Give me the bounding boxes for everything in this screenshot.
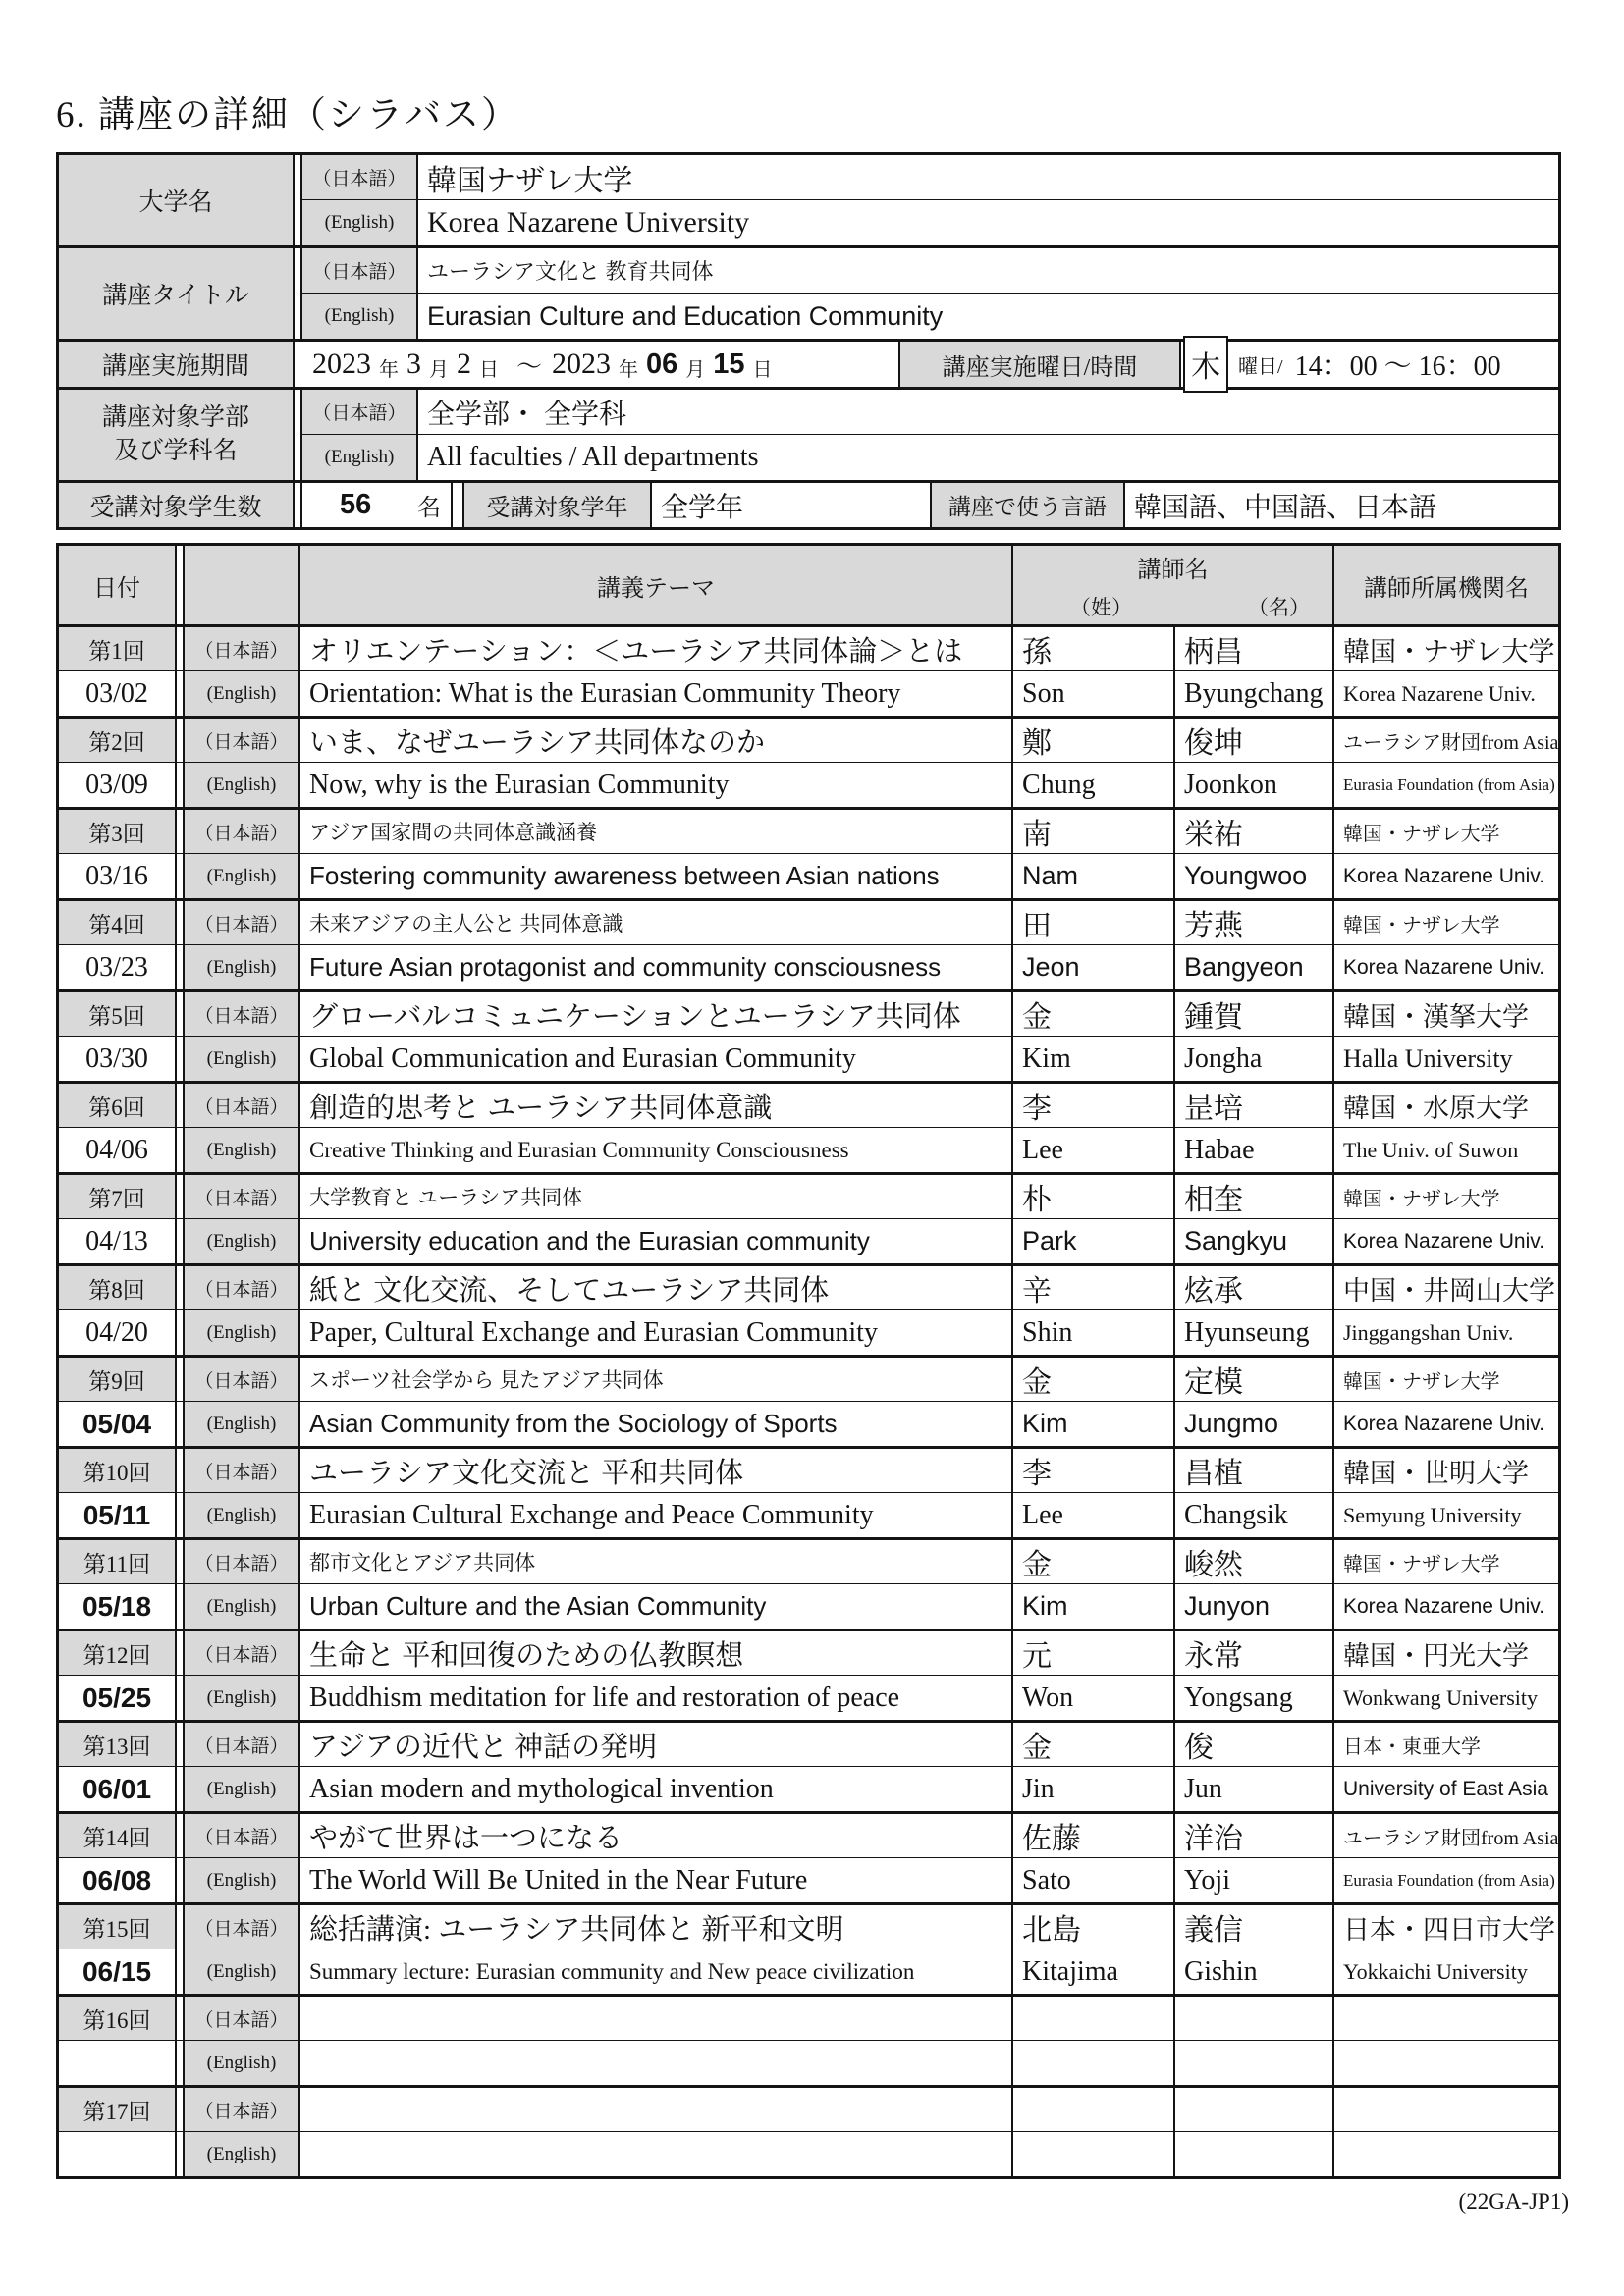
en-tag: (English) [183, 1676, 300, 1720]
lecturer-given-jp: 相奎 [1175, 1175, 1334, 1219]
lecture-theme-en: Eurasian Cultural Exchange and Peace Community [300, 1493, 1013, 1537]
schedule-entry [59, 1631, 1558, 1723]
en-tag: (English) [183, 2132, 300, 2176]
lecturer-given-en: Jungmo [1175, 1402, 1334, 1446]
lecturer-given-en: Jongha [1175, 1037, 1334, 1081]
jp-tag: （日本語） [183, 1449, 300, 1493]
lecture-theme-jp: スポーツ社会学から 見たアジア共同体 [300, 1358, 1013, 1402]
schedule-entry [59, 810, 1558, 901]
lecture-number: 第17回 [59, 2088, 177, 2132]
lecturer-org-jp [1334, 2088, 1558, 2132]
weekday-time-value [1181, 342, 1558, 387]
lecture-theme-en: Asian modern and mythological invention [300, 1767, 1013, 1811]
lecturer-surname-en: Chung [1013, 763, 1175, 807]
en-tag: (English) [183, 763, 300, 807]
lecturer-org-jp: 日本・四日市大学 [1334, 1905, 1558, 1949]
lecturer-surname-jp: 鄭 [1013, 719, 1175, 763]
lecturer-surname-en: Kitajima [1013, 1949, 1175, 1994]
jp-tag: （日本語） [183, 627, 300, 671]
lecture-theme-en: Orientation: What is the Eurasian Community Theory [300, 671, 1013, 716]
university-name-en: Korea Nazarene University [427, 206, 750, 239]
start-month: 3 [406, 347, 421, 380]
course-info-table [56, 152, 1561, 530]
lecturer-org-jp: 韓国・ナザレ大学 [1334, 901, 1558, 945]
lecture-number: 第10回 [59, 1449, 177, 1493]
lecture-number: 第6回 [59, 1084, 177, 1128]
end-month: 06 [646, 347, 678, 380]
lecture-number: 第9回 [59, 1358, 177, 1402]
students-count: 56 [340, 489, 372, 520]
end-year: 2023 [552, 347, 612, 380]
schedule-entry [59, 1814, 1558, 1905]
en-tag: (English) [183, 1402, 300, 1446]
time-range: 14：00 ～ 16：00 [1294, 351, 1501, 382]
lecturer-org-en: Jinggangshan Univ. [1343, 1319, 1514, 1345]
course-title-en: Eurasian Culture and Education Community [427, 300, 944, 331]
lecturer-given-en: Jun [1175, 1767, 1334, 1811]
lecturer-surname-jp: 金 [1013, 1358, 1175, 1402]
lecturer-surname-jp: 南 [1013, 810, 1175, 854]
university-label: 大学名 [59, 155, 295, 245]
lecturer-surname-en: Kim [1013, 1402, 1175, 1446]
lecturer-given-en: Sangkyu [1175, 1219, 1334, 1263]
header-org: 講師所属機関名 [1334, 546, 1558, 624]
period-dates [300, 342, 900, 387]
en-tag: (English) [183, 945, 300, 989]
lecturer-surname-jp: 元 [1013, 1631, 1175, 1676]
lecturer-org-en [1334, 2041, 1558, 2085]
header-date: 日付 [59, 546, 177, 624]
jp-tag: （日本語） [183, 1905, 300, 1949]
students-row [59, 480, 1558, 527]
weekday-suffix: 曜日/ [1238, 355, 1283, 378]
en-tag: (English) [183, 1310, 300, 1355]
lecture-theme-jp: 大学教育と ユーラシア共同体 [300, 1175, 1013, 1219]
jp-tag: （日本語） [183, 719, 300, 763]
lecturer-surname-jp: 北島 [1013, 1905, 1175, 1949]
lecturer-org-en: Wonkwang University [1343, 1684, 1539, 1710]
lecturer-surname-en: Kim [1013, 1584, 1175, 1629]
lecturer-org-en: Korea Nazarene Univ. [1343, 1412, 1545, 1435]
en-tag: (English) [183, 1858, 300, 1902]
lecturer-given-jp [1175, 1997, 1334, 2041]
faculty-jp: 全学部・ 全学科 [418, 390, 1558, 435]
header-lecturer [1013, 546, 1334, 624]
schedule-entry [59, 719, 1558, 810]
lecture-date: 05/25 [59, 1676, 177, 1720]
lecture-date: 03/16 [59, 854, 177, 898]
lecture-theme-en: Future Asian protagonist and community consciousness [300, 945, 1013, 989]
lecturer-org-jp: 韓国・円光大学 [1334, 1631, 1558, 1676]
lecturer-org-jp: 日本・東亜大学 [1334, 1723, 1558, 1767]
en-tag: (English) [183, 1493, 300, 1537]
gutter [453, 483, 462, 527]
lecturer-given-en: Byungchang [1175, 671, 1334, 716]
jp-tag: （日本語） [183, 1084, 300, 1128]
lecturer-given-en: Joonkon [1175, 763, 1334, 807]
lecturer-given-jp [1175, 2088, 1334, 2132]
schedule-entry [59, 1905, 1558, 1997]
start-year: 2023 [312, 347, 371, 380]
lecturer-surname-jp: 佐藤 [1013, 1814, 1175, 1858]
lecture-date: 04/20 [59, 1310, 177, 1355]
lecture-theme-jp: やがて世界は一つになる [300, 1814, 1013, 1858]
header-lang [183, 546, 300, 624]
lecture-number: 第3回 [59, 810, 177, 854]
tilde: ～ [516, 351, 543, 381]
jp-tag: （日本語） [183, 1997, 300, 2041]
lecturer-given-jp: 鍾賀 [1175, 992, 1334, 1037]
lecture-date: 05/04 [59, 1402, 177, 1446]
course-title-label: 講座タイトル [59, 248, 295, 339]
lecturer-surname-en: Lee [1013, 1493, 1175, 1537]
lecture-number: 第2回 [59, 719, 177, 763]
lecturer-org-en: Semyung University [1343, 1502, 1522, 1527]
lecturer-org-jp: 韓国・ナザレ大学 [1334, 1540, 1558, 1584]
schedule-entry [59, 1358, 1558, 1449]
lecture-theme-en: Now, why is the Eurasian Community [300, 763, 1013, 807]
en-tag: (English) [183, 2041, 300, 2085]
lecture-date: 06/01 [59, 1767, 177, 1811]
lecture-number: 第11回 [59, 1540, 177, 1584]
jp-tag: （日本語） [183, 810, 300, 854]
lecture-date: 04/13 [59, 1219, 177, 1263]
lecture-number: 第1回 [59, 627, 177, 671]
period-label: 講座実施期間 [59, 342, 295, 387]
lecturer-surname-jp: 金 [1013, 992, 1175, 1037]
schedule-entry [59, 1449, 1558, 1540]
lecture-number: 第4回 [59, 901, 177, 945]
jp-tag: （日本語） [300, 390, 418, 435]
lecturer-surname-jp: 朴 [1013, 1175, 1175, 1219]
lecturer-given-en: Junyon [1175, 1584, 1334, 1629]
lecture-number: 第14回 [59, 1814, 177, 1858]
lecturer-surname-jp: 辛 [1013, 1266, 1175, 1310]
lecturer-org-jp: 韓国・ナザレ大学 [1334, 810, 1558, 854]
lecturer-given-jp: 峻然 [1175, 1540, 1334, 1584]
lecture-theme-jp: 紙と 文化交流、そしてユーラシア共同体 [300, 1266, 1013, 1310]
lecturer-org-jp: 韓国・水原大学 [1334, 1084, 1558, 1128]
lecturer-given-jp: 栄祐 [1175, 810, 1334, 854]
header-lecturer-name: 講師名 [1137, 557, 1209, 583]
lecture-date: 03/30 [59, 1037, 177, 1081]
en-tag: (English) [183, 1219, 300, 1263]
lecture-date: 06/08 [59, 1858, 177, 1902]
schedule-entry [59, 1540, 1558, 1631]
lecturer-surname-en: Kim [1013, 1037, 1175, 1081]
header-theme: 講義テーマ [300, 546, 1013, 624]
lecturer-given-jp: 柄昌 [1175, 627, 1334, 671]
jp-tag: （日本語） [183, 992, 300, 1037]
lecture-number: 第13回 [59, 1723, 177, 1767]
lecturer-given-jp: 昌植 [1175, 1449, 1334, 1493]
en-tag: (English) [300, 294, 418, 339]
lecture-theme-jp: 都市文化とアジア共同体 [300, 1540, 1013, 1584]
lecture-date: 03/02 [59, 671, 177, 716]
en-tag: (English) [183, 1767, 300, 1811]
lecturer-org-jp: 韓国・ナザレ大学 [1334, 1175, 1558, 1219]
language-label: 講座で使う言語 [932, 483, 1125, 527]
lecture-theme-jp: いま、なぜユーラシア共同体なのか [300, 719, 1013, 763]
lecturer-org-en: Eurasia Foundation (from Asia) [1343, 774, 1555, 794]
lecture-theme-jp: 創造的思考と ユーラシア共同体意識 [300, 1084, 1013, 1128]
faculty-label-line2: 及び学科名 [114, 438, 238, 464]
jp-tag: （日本語） [183, 1266, 300, 1310]
schedule-header [59, 546, 1558, 627]
lecture-date [59, 2132, 177, 2176]
university-row [59, 155, 1558, 245]
students-label: 受講対象学生数 [59, 483, 295, 527]
schedule-entry [59, 1175, 1558, 1266]
en-tag: (English) [300, 435, 418, 480]
en-tag: (English) [300, 200, 418, 245]
lecturer-org-en: Yokkaichi University [1343, 1958, 1528, 1984]
lecture-theme-en: Global Communication and Eurasian Community [300, 1037, 1013, 1081]
lecture-number: 第16回 [59, 1997, 177, 2041]
lecturer-org-en: Korea Nazarene Univ. [1343, 680, 1536, 706]
lecturer-given-en [1175, 2132, 1334, 2176]
lecture-theme-en: Creative Thinking and Eurasian Community Consciousness [300, 1128, 1013, 1172]
lecturer-given-en: Hyunseung [1175, 1310, 1334, 1355]
lecture-theme-jp: 総括講演: ユーラシア共同体と 新平和文明 [300, 1905, 1013, 1949]
schedule-entry [59, 901, 1558, 992]
schedule-table [56, 543, 1561, 2179]
lecturer-given-en: Yoji [1175, 1858, 1334, 1902]
jp-tag: （日本語） [300, 155, 418, 200]
course-title-row [59, 245, 1558, 339]
jp-tag: （日本語） [183, 1631, 300, 1676]
faculty-en: All faculties / All departments [427, 442, 759, 472]
lecture-theme-jp: 生命と 平和回復のための仏教瞑想 [300, 1631, 1013, 1676]
lecturer-given-jp: 炫承 [1175, 1266, 1334, 1310]
page-title: 6. 講座の詳細（シラバス） [56, 95, 519, 135]
lecture-theme-jp: ユーラシア文化交流と 平和共同体 [300, 1449, 1013, 1493]
lecturer-given-jp: 洋治 [1175, 1814, 1334, 1858]
lecturer-surname-en: Son [1013, 671, 1175, 716]
lecture-number: 第15回 [59, 1905, 177, 1949]
start-day: 2 [457, 347, 471, 380]
lecturer-given-en [1175, 2041, 1334, 2085]
lecture-theme-en: Buddhism meditation for life and restoration of peace [300, 1676, 1013, 1720]
lecturer-given-en: Habae [1175, 1128, 1334, 1172]
lecturer-org-jp: 韓国・世明大学 [1334, 1449, 1558, 1493]
month-unit: 月 [429, 358, 449, 381]
en-tag: (English) [183, 854, 300, 898]
lecturer-given-en: Yongsang [1175, 1676, 1334, 1720]
lecturer-surname-en: Sato [1013, 1858, 1175, 1902]
lecture-number: 第8回 [59, 1266, 177, 1310]
lecturer-surname-jp: 金 [1013, 1540, 1175, 1584]
lecturer-org-jp: ユーラシア財団from Asia [1334, 1814, 1558, 1858]
lecture-theme-en: The World Will Be United in the Near Future [300, 1858, 1013, 1902]
lecture-theme-jp: グローバルコミュニケーションとユーラシア共同体 [300, 992, 1013, 1037]
lecture-number: 第7回 [59, 1175, 177, 1219]
lecture-theme-en: Asian Community from the Sociology of Sports [300, 1402, 1013, 1446]
day-unit: 日 [479, 358, 499, 381]
lecture-theme-jp: 未来アジアの主人公と 共同体意識 [300, 901, 1013, 945]
lecturer-given-en: Changsik [1175, 1493, 1334, 1537]
lecture-theme-jp [300, 1997, 1013, 2041]
lecturer-org-en: Korea Nazarene Univ. [1343, 1229, 1545, 1253]
schedule-entry [59, 1084, 1558, 1175]
lecture-date: 04/06 [59, 1128, 177, 1172]
lecturer-given-jp: 俊 [1175, 1723, 1334, 1767]
lecturer-surname-jp: 孫 [1013, 627, 1175, 671]
lecturer-given-jp: 義信 [1175, 1905, 1334, 1949]
lecture-theme-en [300, 2132, 1013, 2176]
schedule-entry [59, 1997, 1558, 2088]
university-name-jp: 韓国ナザレ大学 [418, 155, 1558, 200]
lecturer-given-en: Gishin [1175, 1949, 1334, 1994]
students-unit: 名 [417, 496, 441, 521]
lecturer-org-en: Korea Nazarene Univ. [1343, 955, 1545, 979]
jp-tag: （日本語） [183, 2088, 300, 2132]
jp-tag: （日本語） [183, 1723, 300, 1767]
year-unit: 年 [379, 358, 399, 381]
lecture-date: 05/11 [59, 1493, 177, 1537]
jp-tag: （日本語） [183, 1358, 300, 1402]
lecture-theme-jp [300, 2088, 1013, 2132]
lecturer-surname-en [1013, 2132, 1175, 2176]
lecturer-org-en: Korea Nazarene Univ. [1343, 1594, 1545, 1618]
lecturer-given-jp: 定模 [1175, 1358, 1334, 1402]
lecturer-surname-en: Jin [1013, 1767, 1175, 1811]
students-count-cell [300, 483, 453, 527]
en-tag: (English) [183, 1037, 300, 1081]
lecturer-surname-jp: 李 [1013, 1449, 1175, 1493]
end-day: 15 [713, 347, 745, 380]
lecturer-org-en: The Univ. of Suwon [1343, 1137, 1519, 1162]
faculty-row [59, 387, 1558, 480]
lecture-theme-en: Paper, Cultural Exchange and Eurasian Community [300, 1310, 1013, 1355]
faculty-label-line1: 講座対象学部 [101, 404, 249, 432]
lecture-date: 03/09 [59, 763, 177, 807]
en-tag: (English) [183, 1949, 300, 1994]
lecturer-surname-jp [1013, 1997, 1175, 2041]
schedule-entry [59, 627, 1558, 719]
lecturer-surname-en: Lee [1013, 1128, 1175, 1172]
language-value: 韓国語、中国語、日本語 [1134, 492, 1437, 523]
lecturer-org-jp: 中国・井岡山大学 [1334, 1266, 1558, 1310]
lecture-theme-en [300, 2041, 1013, 2085]
jp-tag: （日本語） [183, 901, 300, 945]
year-unit: 年 [619, 358, 639, 381]
grade-value: 全学年 [652, 483, 932, 527]
lecturer-given-en: Bangyeon [1175, 945, 1334, 989]
lecturer-org-en: Halla University [1343, 1043, 1513, 1073]
lecturer-surname-jp: 田 [1013, 901, 1175, 945]
jp-tag: （日本語） [183, 1175, 300, 1219]
lecturer-surname-jp [1013, 2088, 1175, 2132]
lecturer-given-jp: 昰培 [1175, 1084, 1334, 1128]
lecture-theme-en: Urban Culture and the Asian Community [300, 1584, 1013, 1629]
lecture-theme-en: University education and the Eurasian community [300, 1219, 1013, 1263]
lecturer-org-en [1334, 2132, 1558, 2176]
period-row [59, 339, 1558, 387]
document-code: (22GA-JP1) [1458, 2189, 1569, 2214]
lecturer-org-en: University of East Asia [1343, 1777, 1548, 1800]
lecturer-org-jp: 韓国・ナザレ大学 [1334, 627, 1558, 671]
lecture-theme-jp: アジアの近代と 神話の発明 [300, 1723, 1013, 1767]
schedule-entry [59, 2088, 1558, 2176]
en-tag: (English) [183, 1584, 300, 1629]
jp-tag: （日本語） [300, 248, 418, 294]
schedule-entries [59, 627, 1558, 2176]
lecturer-surname-en: Nam [1013, 854, 1175, 898]
lecturer-given-en: Youngwoo [1175, 854, 1334, 898]
lecturer-given-jp: 永常 [1175, 1631, 1334, 1676]
lecturer-org-jp [1334, 1997, 1558, 2041]
lecture-number: 第5回 [59, 992, 177, 1037]
faculty-label [59, 390, 295, 480]
lecturer-org-jp: 韓国・ナザレ大学 [1334, 1358, 1558, 1402]
jp-tag: （日本語） [183, 1540, 300, 1584]
lecturer-surname-en: Shin [1013, 1310, 1175, 1355]
lecturer-org-jp: ユーラシア財団from Asia [1334, 719, 1558, 763]
weekday-box: 木 [1183, 336, 1228, 393]
lecturer-given-jp: 芳燕 [1175, 901, 1334, 945]
lecture-date: 03/23 [59, 945, 177, 989]
jp-tag: （日本語） [183, 1814, 300, 1858]
lecture-date [59, 2041, 177, 2085]
header-given: （名） [1248, 595, 1310, 619]
lecturer-surname-jp: 金 [1013, 1723, 1175, 1767]
lecturer-surname-en: Won [1013, 1676, 1175, 1720]
schedule-entry [59, 1723, 1558, 1814]
lecture-number: 第12回 [59, 1631, 177, 1676]
lecturer-surname-jp: 李 [1013, 1084, 1175, 1128]
lecturer-org-jp: 韓国・漢拏大学 [1334, 992, 1558, 1037]
lecturer-given-jp: 俊坤 [1175, 719, 1334, 763]
lecturer-org-en: Eurasia Foundation (from Asia) [1343, 1870, 1555, 1890]
lecture-theme-jp: アジア国家間の共同体意識涵養 [300, 810, 1013, 854]
weekday-time-label: 講座実施曜日/時間 [900, 342, 1181, 387]
month-unit: 月 [685, 358, 706, 381]
day-unit: 日 [752, 358, 773, 381]
lecturer-surname-en: Jeon [1013, 945, 1175, 989]
grade-label: 受講対象学年 [462, 483, 652, 527]
en-tag: (English) [183, 671, 300, 716]
header-surname: （姓） [1070, 595, 1132, 619]
lecturer-org-en: Korea Nazarene Univ. [1343, 864, 1545, 887]
lecture-theme-en: Fostering community awareness between Asian nations [300, 854, 1013, 898]
lecture-theme-en: Summary lecture: Eurasian community and New peace civilization [300, 1949, 1013, 1994]
en-tag: (English) [183, 1128, 300, 1172]
lecturer-surname-en [1013, 2041, 1175, 2085]
lecturer-surname-en: Park [1013, 1219, 1175, 1263]
lecture-date: 06/15 [59, 1949, 177, 1994]
lecture-date: 05/18 [59, 1584, 177, 1629]
course-title-jp: ユーラシア文化と 教育共同体 [418, 248, 1558, 294]
schedule-entry [59, 1266, 1558, 1358]
schedule-entry [59, 992, 1558, 1084]
lecture-theme-jp: オリエンテーション：＜ユーラシア共同体論＞とは [300, 627, 1013, 671]
